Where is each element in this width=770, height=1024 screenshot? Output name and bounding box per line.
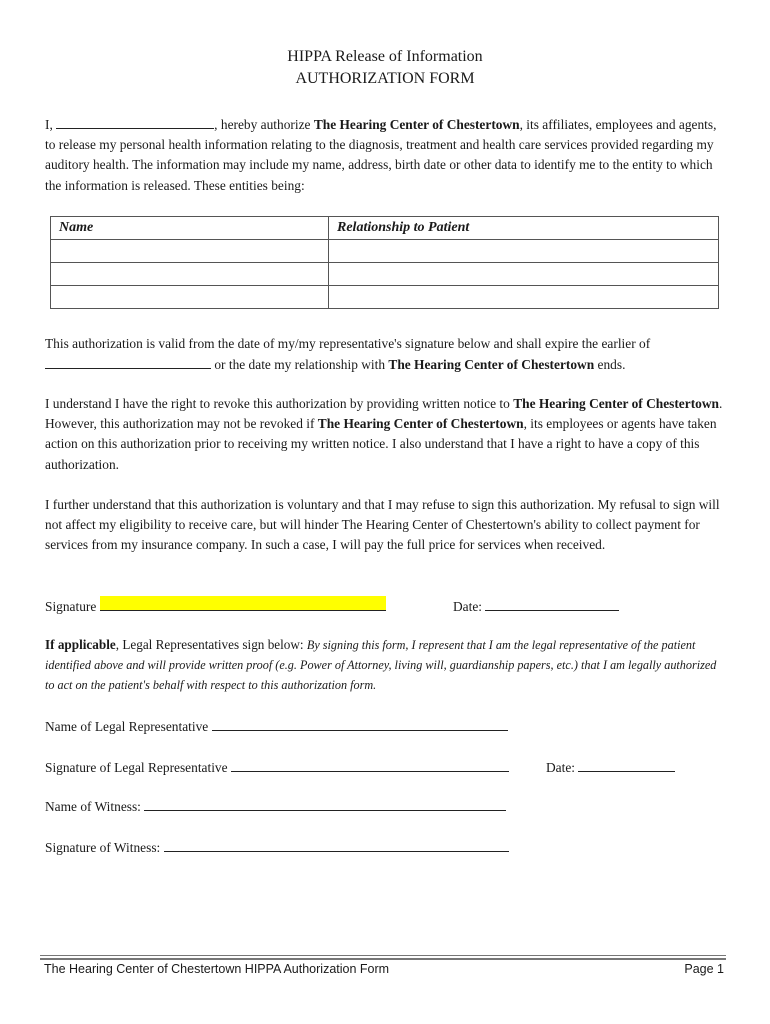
form-subtitle: AUTHORIZATION FORM bbox=[295, 70, 475, 87]
form-title: HIPPA Release of Information bbox=[287, 48, 483, 65]
revoke-paragraph: I understand I have the right to revoke this authorization by providing written notice to The Hearing Center of Chestertown. However, this authorization may not be revoked if The Hearing Center of Chestertown, its employees or agents have taken action on this authorization prior to receiving my written notice. I also understand that I have a right to have a copy of this authorization. bbox=[45, 396, 723, 472]
witness-signature-row: Signature of Witness: bbox=[45, 837, 509, 856]
table-row bbox=[51, 286, 719, 309]
legal-rep-paragraph: If applicable, Legal Representatives sign below: By signing this form, I represent that I am the legal representative of the patient identified above and will provide written proof (e.g. Power of Attorney, living will, guardianship papers, etc.) that I am legally authorized to act on the patient's behalf with respect to this authorization form. bbox=[45, 637, 717, 693]
table-row bbox=[51, 263, 719, 286]
entity-name-cell[interactable] bbox=[51, 286, 329, 309]
table-row bbox=[51, 240, 719, 263]
footer-rule-top bbox=[40, 955, 726, 956]
footer-title: The Hearing Center of Chestertown HIPPA Authorization Form bbox=[44, 962, 390, 976]
col-relationship-header: Relationship to Patient bbox=[329, 217, 719, 240]
col-name-header: Name bbox=[51, 217, 329, 240]
rep-date-field[interactable] bbox=[578, 757, 675, 772]
date-field[interactable] bbox=[485, 596, 619, 611]
entity-relationship-cell[interactable] bbox=[329, 240, 719, 263]
footer-rule-bottom bbox=[40, 958, 726, 960]
entity-relationship-cell[interactable] bbox=[329, 263, 719, 286]
witness-name-row: Name of Witness: bbox=[45, 796, 506, 815]
rep-name-row: Name of Legal Representative bbox=[45, 716, 508, 735]
entities-table bbox=[50, 216, 719, 309]
date-label: Date: bbox=[453, 599, 482, 614]
entity-name-cell[interactable] bbox=[51, 263, 329, 286]
intro-paragraph: I, , hereby authorize The Hearing Center of Chestertown, its affiliates, employees and agents, to release my personal health information relating to the diagnosis, treatment and health care services provided regarding my auditory health. The information may include my name, address, birth date or other data to identify me to the entity to which the information is released. These entities being: bbox=[45, 114, 725, 196]
signature-label: Signature bbox=[45, 599, 97, 614]
patient-name-field[interactable] bbox=[56, 114, 214, 129]
rep-signature-row: Signature of Legal Representative bbox=[45, 757, 509, 776]
entity-name-cell[interactable] bbox=[51, 240, 329, 263]
signature-field[interactable] bbox=[100, 596, 386, 611]
date-row bbox=[453, 596, 619, 615]
org-name: The Hearing Center of Chestertown bbox=[313, 117, 520, 132]
signature-row bbox=[45, 596, 386, 615]
witness-signature-field[interactable] bbox=[164, 837, 509, 852]
expiry-date-field[interactable] bbox=[45, 354, 211, 369]
rep-signature-field[interactable] bbox=[231, 757, 509, 772]
voluntary-paragraph: I further understand that this authorization is voluntary and that I may refuse to sign this authorization. My refusal to sign will not affect my eligibility to receive care, but will hinder The Hearing Center of Chestertown's ability to collect payment for services from my insurance company. In such a case, I will pay the full price for services when received. bbox=[45, 497, 720, 553]
table-header-row bbox=[51, 217, 719, 240]
rep-name-field[interactable] bbox=[212, 716, 508, 731]
rep-date-row: Date: bbox=[546, 757, 675, 776]
page-number: Page 1 bbox=[684, 962, 724, 976]
validity-paragraph: This authorization is valid from the date of my/my representative's signature below and shall expire the earlier of or the date my relationship with The Hearing Center of Chestertown ends. bbox=[45, 336, 651, 373]
entity-relationship-cell[interactable] bbox=[329, 286, 719, 309]
witness-name-field[interactable] bbox=[144, 796, 506, 811]
